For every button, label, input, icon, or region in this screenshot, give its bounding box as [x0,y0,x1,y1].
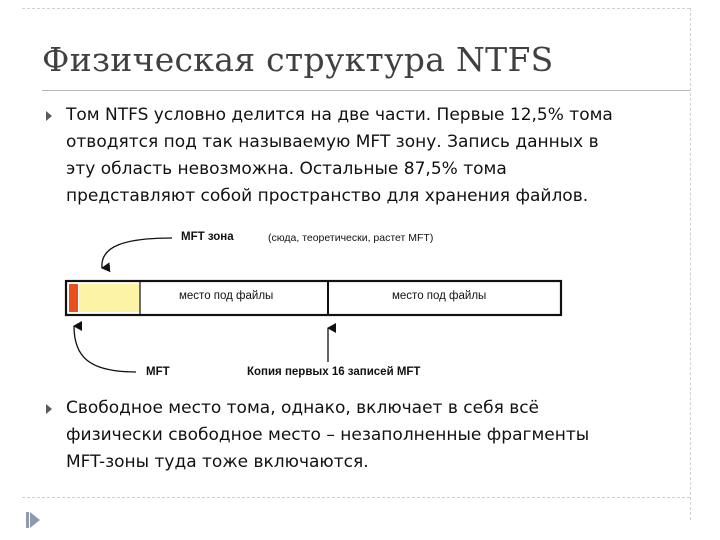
files-area-label-1: место под файлы [179,290,274,302]
mft-copy-label: Копия первых 16 записей MFT [247,366,421,378]
paragraph-line: отводятся под так называемую MFT зону. Запись данных в [66,132,599,152]
bullet-arrow-icon [46,404,52,414]
mft-zone-arrow [102,238,172,268]
paragraph-line: MFT-зоны туда тоже включаются. [66,452,369,472]
mft-arrow [74,326,136,372]
paragraph-line: физически свободное место – незаполненные фрагменты [66,425,590,445]
slide-title: Физическая структура NTFS [42,40,554,79]
slide-nav-arrow-icon[interactable] [30,512,40,528]
paragraph-line: представляют собой пространство для хранения файлов. [66,186,589,206]
paragraph-free-space [66,395,688,476]
paragraph-line: эту область невозможна. Остальные 87,5% тома [66,159,507,179]
files-area-label-2: место под файлы [392,290,487,302]
paragraph-line: Свободное место тома, однако, включает в себя всё [66,398,540,418]
slide-nav-bar [26,512,29,528]
mft-zone-label: MFT зона [181,231,234,243]
mft-zone-block [79,284,140,312]
mft-block [69,284,78,312]
mft-growth-note: (сюда, теоретически, растет MFT) [268,232,434,244]
paragraph-line: Том NTFS условно делится на две части. Первые 12,5% тома [66,105,613,125]
mft-label: MFT [146,366,170,378]
